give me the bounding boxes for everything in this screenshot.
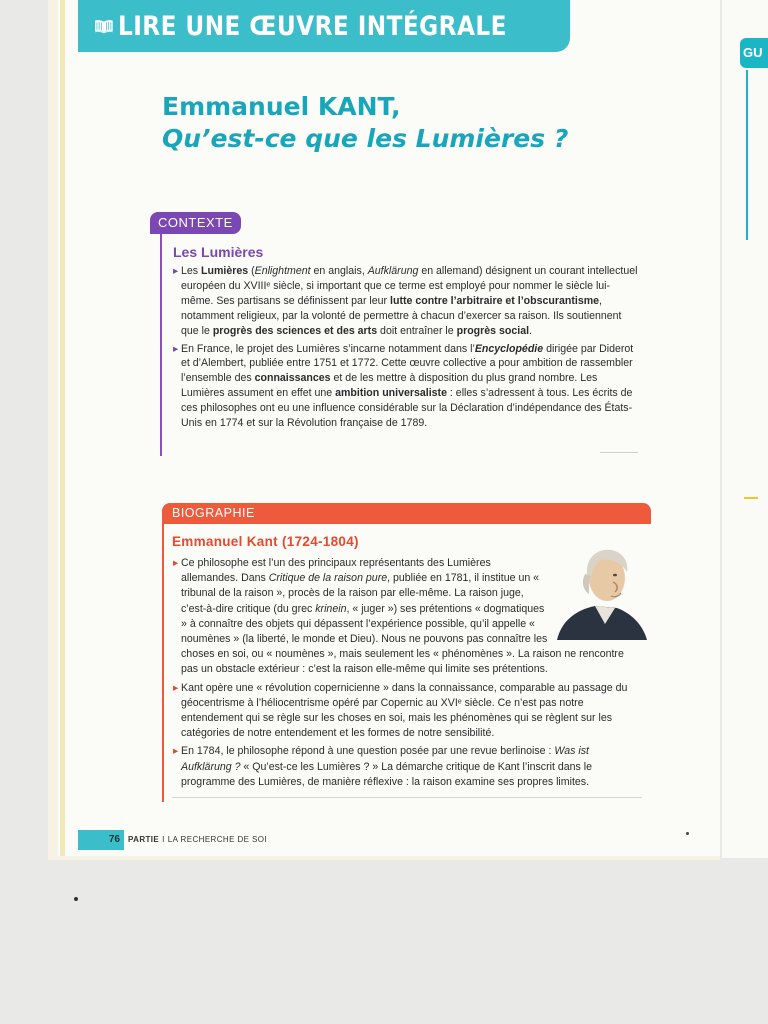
bullet-icon: ▸ (173, 745, 179, 758)
contexte-end-rule (600, 452, 638, 453)
section-banner (78, 0, 570, 52)
bullet-icon: ▸ (173, 265, 179, 277)
bullet-icon: ▸ (173, 342, 179, 355)
page-edge-stripe (60, 0, 65, 856)
next-page-rule (746, 70, 748, 240)
biographie-paragraph: ▸ En 1784, le philosophe répond à une question posée par une revue berlinoise : Was ist Aufklärung ? « Qu’est-ce les Lumières ? » La démarche critique de Kant l’inscrit dans le programme des Lumières, de manière réflexive : la raison examine ses propres limites. (173, 745, 593, 788)
page-title-author: Emmanuel KANT, (162, 92, 401, 121)
biographie-paragraph: ▸ Ce philosophe est l’un des principaux représentants des Lumières allemandes. Dans Critique de la raison pure, publiée en 1781, il institue un « tribunal de la raison », procès de la raison par elle-même. La raison juge, c’est-à-dire critique (du grec krinein, « juger ») ses prétentions « dogmatiques » à connaître des objets qui dépassent l’expérience possible, qu’il appelle « noumènes » (la liberté, le monde et Dieu). Nous ne pouvons pas connaître les choses en soi, ou « noumènes », mais seulement les « phénomènes ». La raison ne rencontre pas un obstacle extérieur : c’est la raison elle-même qui limite ses prétentions. (173, 557, 624, 676)
page-number: 76 (78, 830, 124, 850)
banner-title: LIRE UNE ŒUVRE INTÉGRALE (117, 10, 507, 42)
footer-section: LA RECHERCHE DE SOI (167, 835, 267, 844)
page-dot (686, 832, 689, 835)
kant-portrait-icon (555, 538, 649, 640)
biographie-paragraph: ▸ Kant opère une « révolution copernicienne » dans la connaissance, comparable au passage du géocentrisme à l’héliocentrisme opéré par Copernic au XVIᵉ siècle. Ce n’est pas notre entendement qui se règle sur les choses en soi, mais les phénomènes qui se règlent sur les catégories de notre entendement et les formes de notre sensibilité. (173, 681, 628, 740)
next-page-tab: GU (740, 38, 768, 68)
contexte-rule (160, 234, 162, 456)
contexte-body (173, 264, 639, 434)
biographie-rule (162, 524, 164, 802)
contexte-heading: Les Lumières (173, 244, 264, 260)
bullet-icon: ▸ (173, 557, 179, 569)
next-page-mark (744, 497, 758, 499)
bullet-icon: ▸ (173, 681, 179, 694)
scan-speck (74, 897, 78, 901)
biographie-body (173, 556, 641, 793)
contexte-paragraph: ▸ Les Lumières (Enlightment en anglais, Aufklärung en allemand) désignent un courant intellectuel européen du XVIIIᵉ siècle, si important que ce terme est employé pour nommer le siècle lui-même. Ses partisans se définissent par leur lutte contre l’arbitraire et l’obscurantisme, notamment religieux, par la volonté de permettre à chacun d’exercer sa raison. Ils soutiennent que le progrès des sciences et des arts doit entraîner le progrès social. (173, 265, 638, 337)
open-book-icon (94, 6, 114, 46)
contexte-paragraph: ▸ En France, le projet des Lumières s’incarne notamment dans l’Encyclopédie dirigée par Diderot et d’Alembert, publiée entre 1751 et 1772. Cette œuvre collective a pour ambition de rassembler l’ensemble des connaissances et de les mettre à disposition du plus grand nombre. Les Lumières assument en effet une ambition universaliste : elles s’adressent à tous. Les écrits de ces philosophes ont eu une influence considérable sur la Déclaration d’indépendance des États-Unis en 1774 et sur la Révolution française de 1789. (173, 342, 634, 430)
contexte-tag: CONTEXTE (150, 212, 241, 234)
biographie-heading: Emmanuel Kant (1724-1804) (172, 534, 359, 549)
biographie-tag: BIOGRAPHIE (172, 506, 255, 520)
footer-separator: I (162, 835, 165, 844)
page-title-work: Qu’est-ce que les Lumières ? (162, 124, 569, 153)
next-page-edge (722, 0, 768, 858)
running-footer (128, 835, 267, 844)
footer-part-label: PARTIE (128, 835, 160, 844)
biographie-end-rule (172, 797, 642, 798)
